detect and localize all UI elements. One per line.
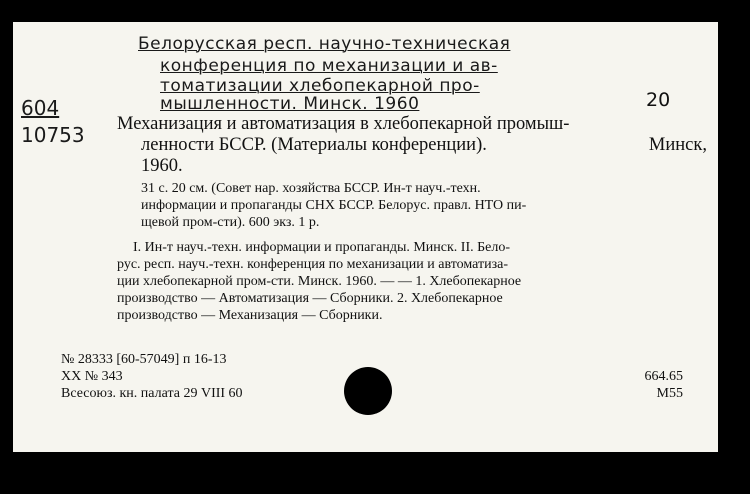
notes-line-4: производство — Автоматизация — Сборники. 2. Хлебопекарное xyxy=(117,291,503,306)
series-number: XX № 343 xyxy=(61,369,123,384)
notes-line-1: I. Ин-т науч.-техн. информации и пропаганды. Минск. II. Бело- xyxy=(133,240,511,255)
title-line-1: Механизация и автоматизация в хлебопекарной промыш- xyxy=(117,114,570,134)
collation-line-1: 31 с. 20 см. (Совет нар. хозяйства БССР. Ин-т науч.-техн. xyxy=(141,181,481,196)
registration-number: № 28333 [60-57049] п 16-13 xyxy=(61,352,227,367)
title-year: 1960. xyxy=(141,156,183,176)
shelfmark-bottom: 10753 xyxy=(21,123,85,147)
author-mark: М55 xyxy=(656,386,683,401)
handwritten-number: 20 xyxy=(646,89,671,111)
notes-line-2: рус. респ. науч.-техн. конференция по механизации и автоматиза- xyxy=(117,257,509,272)
handwritten-line-1: Белорусская респ. научно-техническая xyxy=(138,34,511,54)
handwritten-line-4: мышленности. Минск. 1960 xyxy=(160,94,420,114)
punch-hole xyxy=(344,367,392,415)
collation-line-3: щевой пром-сти). 600 экз. 1 р. xyxy=(141,215,320,230)
title-place: Минск, xyxy=(648,135,707,155)
handwritten-line-3: томатизации хлебопекарной про- xyxy=(160,76,480,96)
classification-code: 664.65 xyxy=(644,369,683,384)
collation-line-2: информации и пропаганды СНХ БССР. Белорус. правл. НТО пи- xyxy=(141,198,527,213)
publisher-stamp: Всесоюз. кн. палата 29 VIII 60 xyxy=(61,386,243,401)
notes-line-5: производство — Механизация — Сборники. xyxy=(117,308,383,323)
subject-notes xyxy=(117,239,685,324)
handwritten-line-2: конференция по механизации и ав- xyxy=(160,56,498,76)
record-title xyxy=(117,114,707,177)
notes-line-3: ции хлебопекарной пром-сти. Минск. 1960. — — 1. Хлебопекарное xyxy=(117,274,522,289)
collation xyxy=(117,180,707,231)
title-line-2 xyxy=(117,135,707,156)
catalog-card xyxy=(13,22,718,452)
shelfmark-top: 604 xyxy=(21,96,60,120)
title-line-2-text: ленности БССР. (Материалы конференции). xyxy=(141,135,487,155)
